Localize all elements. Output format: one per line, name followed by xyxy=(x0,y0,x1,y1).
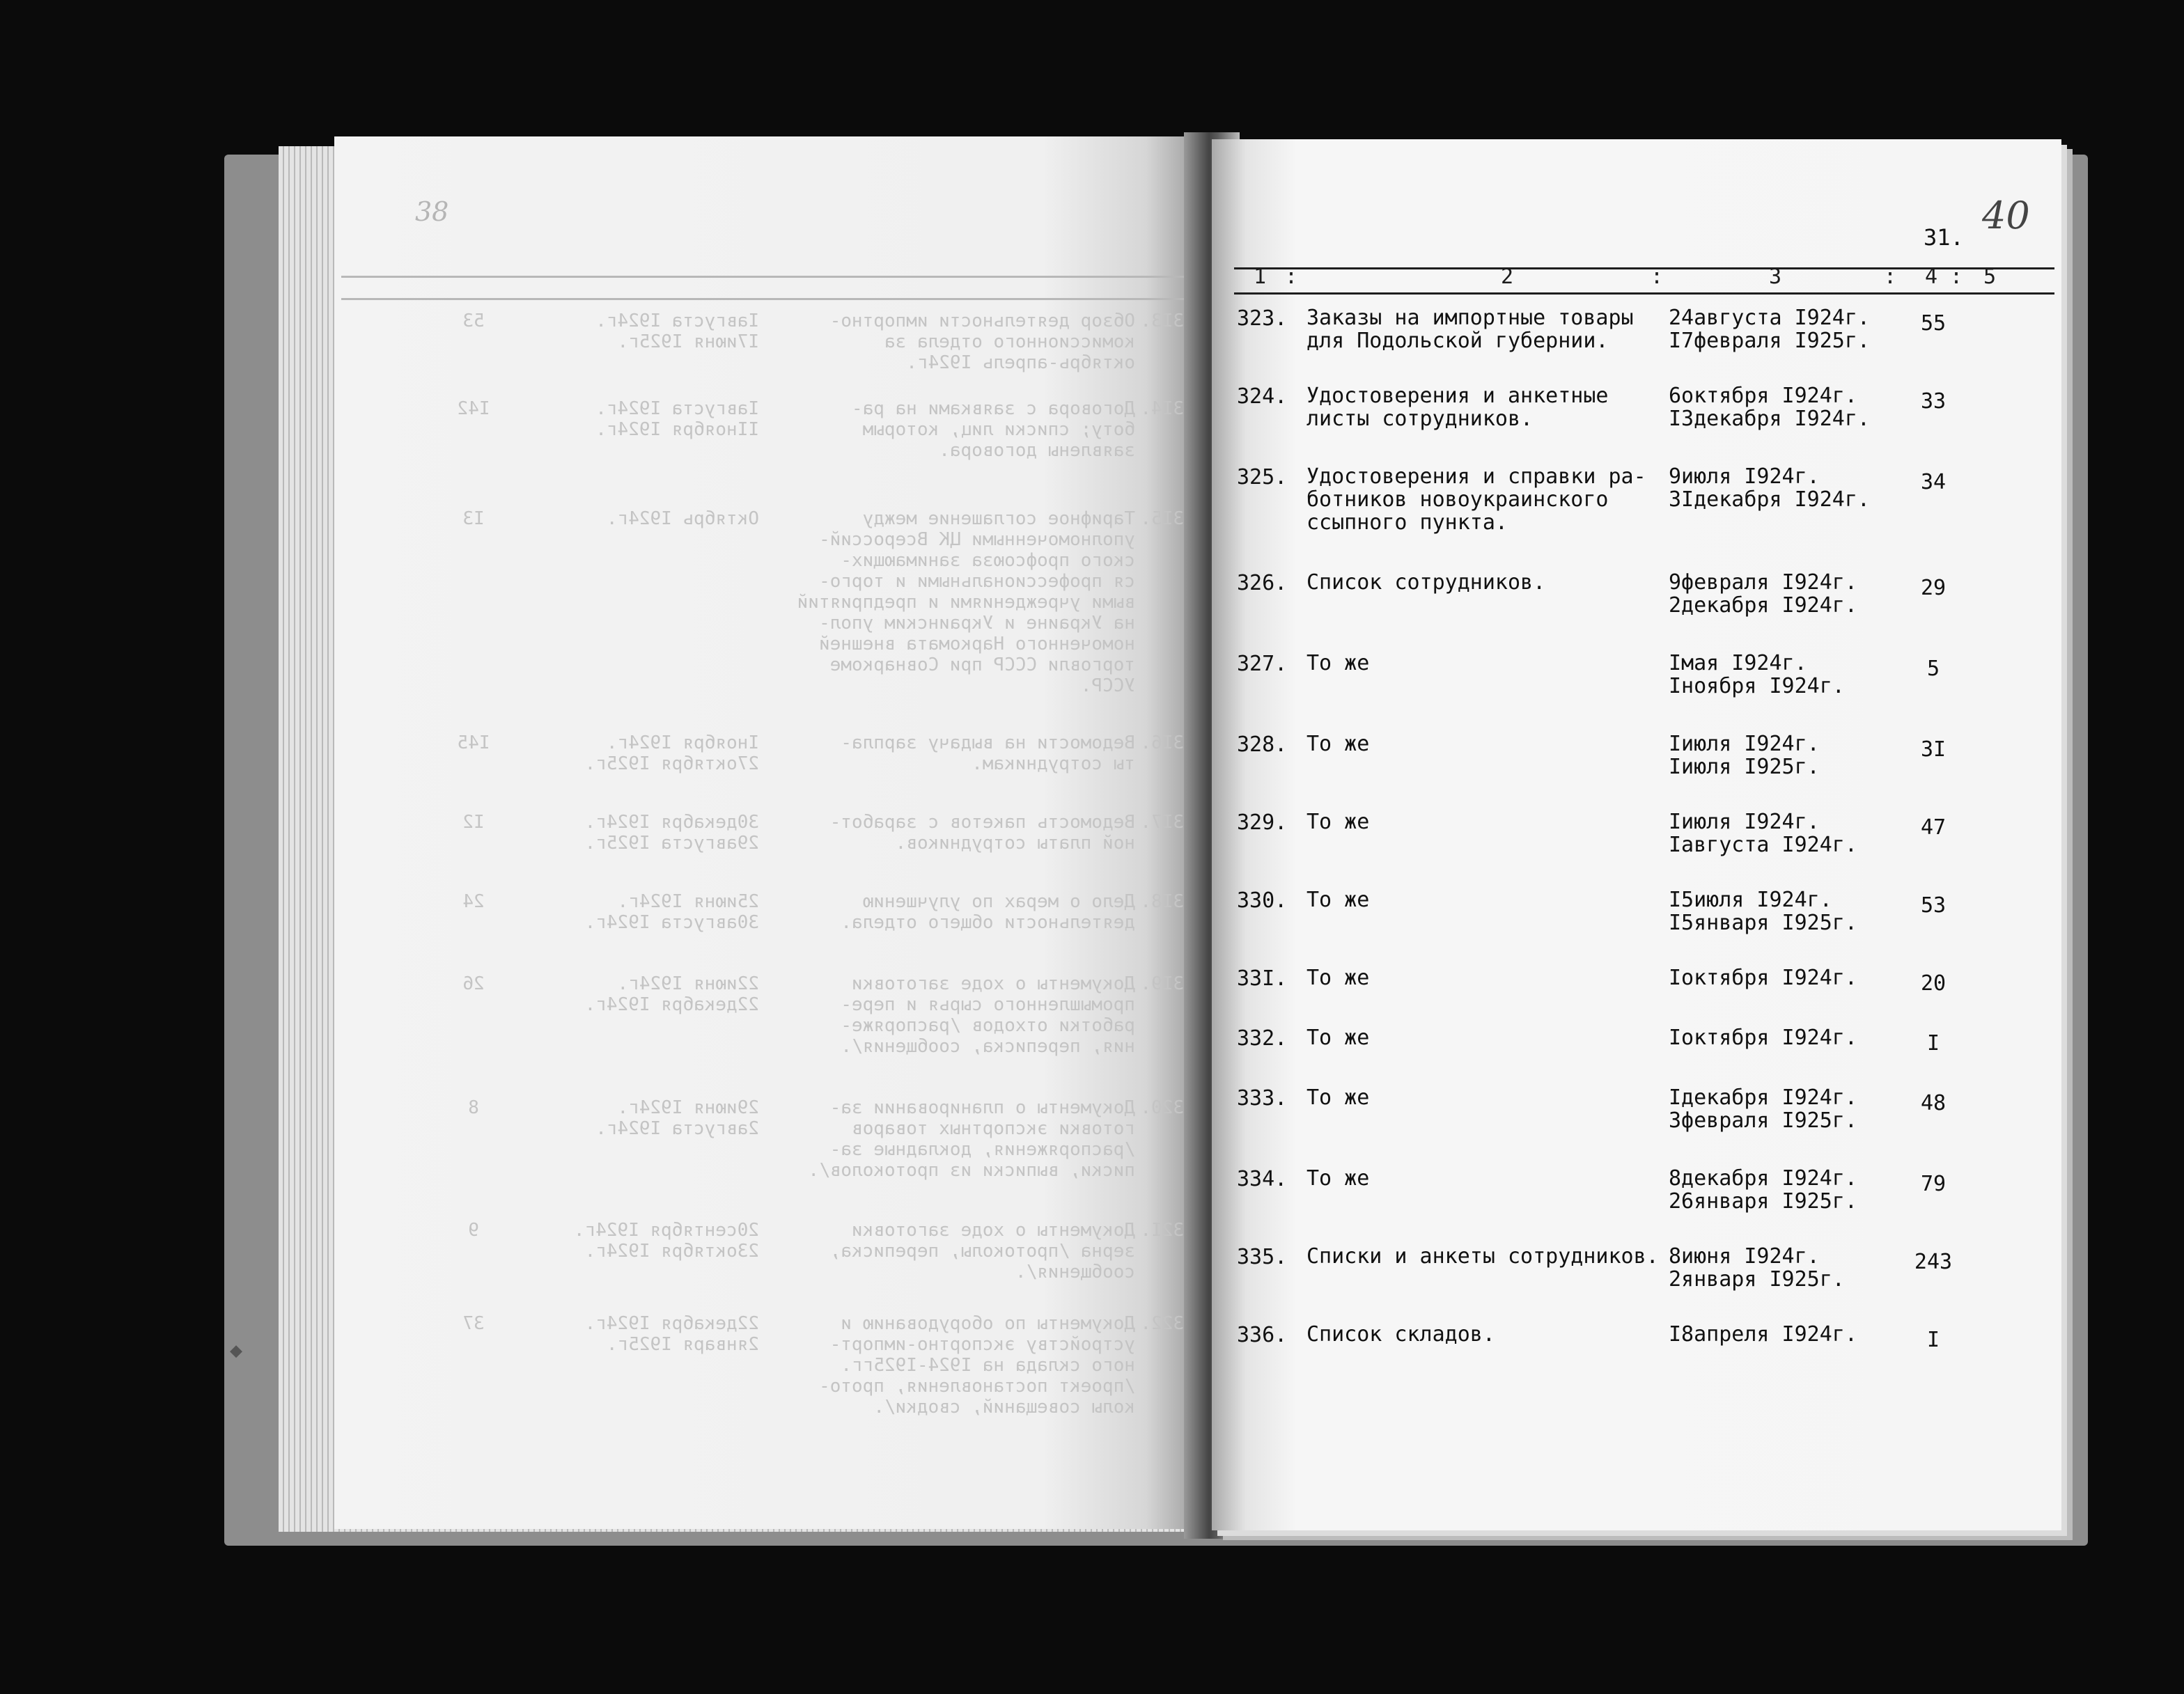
row-sheet-count: 53 xyxy=(1920,893,1947,918)
bleed-description: Документы о ходе заготовки промышленного сырья и пере- работки отходов /распоряже- ния, переписка, сообщения/. xyxy=(841,973,1135,1057)
bleed-description: Дело о мерах по улучшению деятельности общего отдела. xyxy=(841,891,1135,933)
row-sheet-count: I xyxy=(1926,1031,1940,1056)
left-header-rule-lower xyxy=(341,298,1191,300)
bleed-number: 3I3. xyxy=(1140,311,1184,331)
row-description: То же xyxy=(1306,1085,1370,1110)
row-description: То же xyxy=(1306,810,1370,834)
row-dates: Iиюля I924г. Iиюля I925г. xyxy=(1669,732,1820,779)
row-sheet-count: I xyxy=(1926,1328,1940,1352)
bleed-count: 8 xyxy=(468,1097,479,1118)
row-sheet-count: 20 xyxy=(1920,971,1947,996)
bleed-count: 24 xyxy=(462,891,485,912)
row-number: 329. xyxy=(1237,810,1288,835)
bleed-description: Документы о планировании за- готовки экспортных товаров /распоряжения, докладные за- писки, выписки из протоколов/. xyxy=(808,1097,1135,1181)
row-number: 323. xyxy=(1237,306,1288,331)
bleed-number: 3I5. xyxy=(1140,508,1184,529)
bleed-number: 32I. xyxy=(1140,1220,1184,1241)
header-sep: : xyxy=(1285,265,1298,289)
row-sheet-count: 3I xyxy=(1920,737,1947,762)
header-col-1: 1 xyxy=(1254,265,1267,289)
row-description: Удостоверения и справки ра- ботников новоукраинского ссыпного пункта. xyxy=(1306,464,1646,535)
row-dates: Iоктября I924г. xyxy=(1669,966,1857,990)
bleed-description: Документы по оборудованию и устройству экспортно-импорт- ного склада на I924-I925гг. /проект постановления, прото- колы совещаний, сводки/. xyxy=(819,1313,1135,1418)
row-number: 325. xyxy=(1237,465,1288,489)
row-number: 334. xyxy=(1237,1167,1288,1191)
row-number: 327. xyxy=(1237,652,1288,676)
page-number: 31. xyxy=(1924,224,1964,251)
header-col-2: 2 xyxy=(1501,265,1514,289)
row-sheet-count: 29 xyxy=(1920,576,1947,600)
row-dates: 6октября I924г. I3декабря I924г. xyxy=(1669,384,1870,431)
header-col-5: 5 xyxy=(1983,265,1997,289)
row-dates: 8июня I924г. 2января I925г. xyxy=(1669,1244,1845,1292)
bleed-description: Договора с заявками на ра- боту; списки лиц, которым заявлены договора. xyxy=(852,398,1135,461)
row-number: 324. xyxy=(1237,384,1288,409)
bleed-dates: 25июня I924г. 30августа I924г. xyxy=(584,891,759,933)
header-col-4: 4 xyxy=(1925,265,1938,289)
row-dates: Iиюля I924г. Iавгуста I924г. xyxy=(1669,810,1857,857)
row-description: Заказы на импортные товары для Подольской губернии. xyxy=(1306,306,1634,353)
row-number: 33I. xyxy=(1237,966,1288,991)
row-sheet-count: 243 xyxy=(1914,1250,1953,1274)
row-description: Список сотрудников. xyxy=(1306,570,1546,595)
bleed-number: 3I9. xyxy=(1140,973,1184,994)
handwritten-folio: 40 xyxy=(1982,194,2030,237)
bleed-dates: 30декабря I924г. 29августа I925г. xyxy=(584,812,759,854)
bleed-count: I42 xyxy=(457,398,490,419)
row-description: То же xyxy=(1306,1026,1370,1050)
row-dates: Iмая I924г. Iноября I924г. xyxy=(1669,651,1845,698)
row-dates: 24августа I924г. I7февраля I925г. xyxy=(1669,306,1870,353)
row-description: Списки и анкеты сотрудников. xyxy=(1306,1244,1659,1269)
row-number: 333. xyxy=(1237,1086,1288,1111)
row-number: 332. xyxy=(1237,1026,1288,1051)
row-number: 330. xyxy=(1237,888,1288,913)
row-description: То же xyxy=(1306,966,1370,990)
row-description: То же xyxy=(1306,651,1370,675)
row-dates: 8декабря I924г. 26января I925г. xyxy=(1669,1166,1857,1214)
row-dates: I8апреля I924г. xyxy=(1669,1322,1857,1347)
bleed-dates: Iавгуста I924г. I7июня I925г. xyxy=(595,311,759,352)
row-number: 326. xyxy=(1237,571,1288,595)
row-description: То же xyxy=(1306,1166,1370,1191)
bleed-description: Ведомости на выдачу зарпла- ты сотрудникам. xyxy=(841,732,1135,774)
header-rule-bottom xyxy=(1234,292,2054,295)
bleed-description: Обзор деятельности импортно- комиссионного отдела за октябрь-апрель I924г. xyxy=(829,311,1135,373)
bleed-number: 3I6. xyxy=(1140,732,1184,753)
bleed-dates: 20сентября I924г. 23октября I924г. xyxy=(573,1220,759,1262)
row-dates: Iдекабря I924г. 3февраля I925г. xyxy=(1669,1085,1857,1133)
row-description: Удостоверения и анкетные листы сотрудников. xyxy=(1306,384,1609,431)
row-dates: Iоктября I924г. xyxy=(1669,1026,1857,1050)
row-sheet-count: 33 xyxy=(1920,389,1947,414)
row-dates: 9февраля I924г. 2декабря I924г. xyxy=(1669,570,1857,618)
row-sheet-count: 34 xyxy=(1920,470,1947,494)
header-sep: : xyxy=(1950,265,1963,289)
bleed-description: Документы о ходе заготовки зерна /протоколы, переписка, сообщения/. xyxy=(829,1220,1135,1283)
bleed-description: Тарифное соглашение между уполномоченными ЦК Всероссий- ского профсоюза занимающих- ся профессиональными и торго- выми учреждениями и предприятий на Украине и Украинским упол- номоченного Наркомата внешней торговли СССР при Совнаркоме УССР. xyxy=(797,508,1135,696)
row-description: То же xyxy=(1306,888,1370,912)
bleed-number: 3I4. xyxy=(1140,398,1184,419)
bleed-dates: 29июня I924г. 2августа I924г. xyxy=(595,1097,759,1139)
row-sheet-count: 47 xyxy=(1920,815,1947,840)
bleed-dates: 22июня I924г. 22декабря I924г. xyxy=(584,973,759,1015)
row-number: 328. xyxy=(1237,732,1288,757)
bleed-dates: Iноября I924г. 27октября I925г. xyxy=(584,732,759,774)
bleed-number: 320. xyxy=(1140,1097,1184,1118)
header-sep: : xyxy=(1884,265,1897,289)
bleed-count: I3 xyxy=(462,508,485,529)
bleed-count: 53 xyxy=(462,311,485,331)
bleed-count: I45 xyxy=(457,732,490,753)
row-sheet-count: 79 xyxy=(1920,1172,1947,1196)
left-header-rule xyxy=(341,276,1191,278)
bleed-number: 3I8. xyxy=(1140,891,1184,912)
edge-mark: ◆ xyxy=(230,1338,243,1363)
bleed-count: 26 xyxy=(462,973,485,994)
header-sep: : xyxy=(1651,265,1664,289)
bleed-number: 322. xyxy=(1140,1313,1184,1334)
row-sheet-count: 48 xyxy=(1920,1091,1947,1115)
row-sheet-count: 5 xyxy=(1926,657,1940,681)
left-page-mark: 38 xyxy=(415,196,449,227)
header-col-3: 3 xyxy=(1769,265,1782,289)
bleed-count: I2 xyxy=(462,812,485,833)
row-dates: I5июля I924г. I5января I925г. xyxy=(1669,888,1857,935)
row-sheet-count: 55 xyxy=(1920,311,1947,336)
row-description: То же xyxy=(1306,732,1370,756)
bleed-dates: 22декабря I924г. 2января I925г. xyxy=(584,1313,759,1355)
bleed-count: 37 xyxy=(462,1313,485,1334)
bleed-description: Ведомость пакетов с заработ- ной платы сотрудников. xyxy=(829,812,1135,854)
row-number: 335. xyxy=(1237,1245,1288,1269)
bleed-count: 9 xyxy=(468,1220,479,1241)
row-description: Список складов. xyxy=(1306,1322,1495,1347)
bleed-number: 3I7. xyxy=(1140,812,1184,833)
row-number: 336. xyxy=(1237,1323,1288,1347)
bleed-dates: Октябрь I924г. xyxy=(606,508,759,529)
row-dates: 9июля I924г. 3Iдекабря I924г. xyxy=(1669,464,1870,512)
bleed-dates: Iавгуста I924г. IIноября I924г. xyxy=(595,398,759,440)
